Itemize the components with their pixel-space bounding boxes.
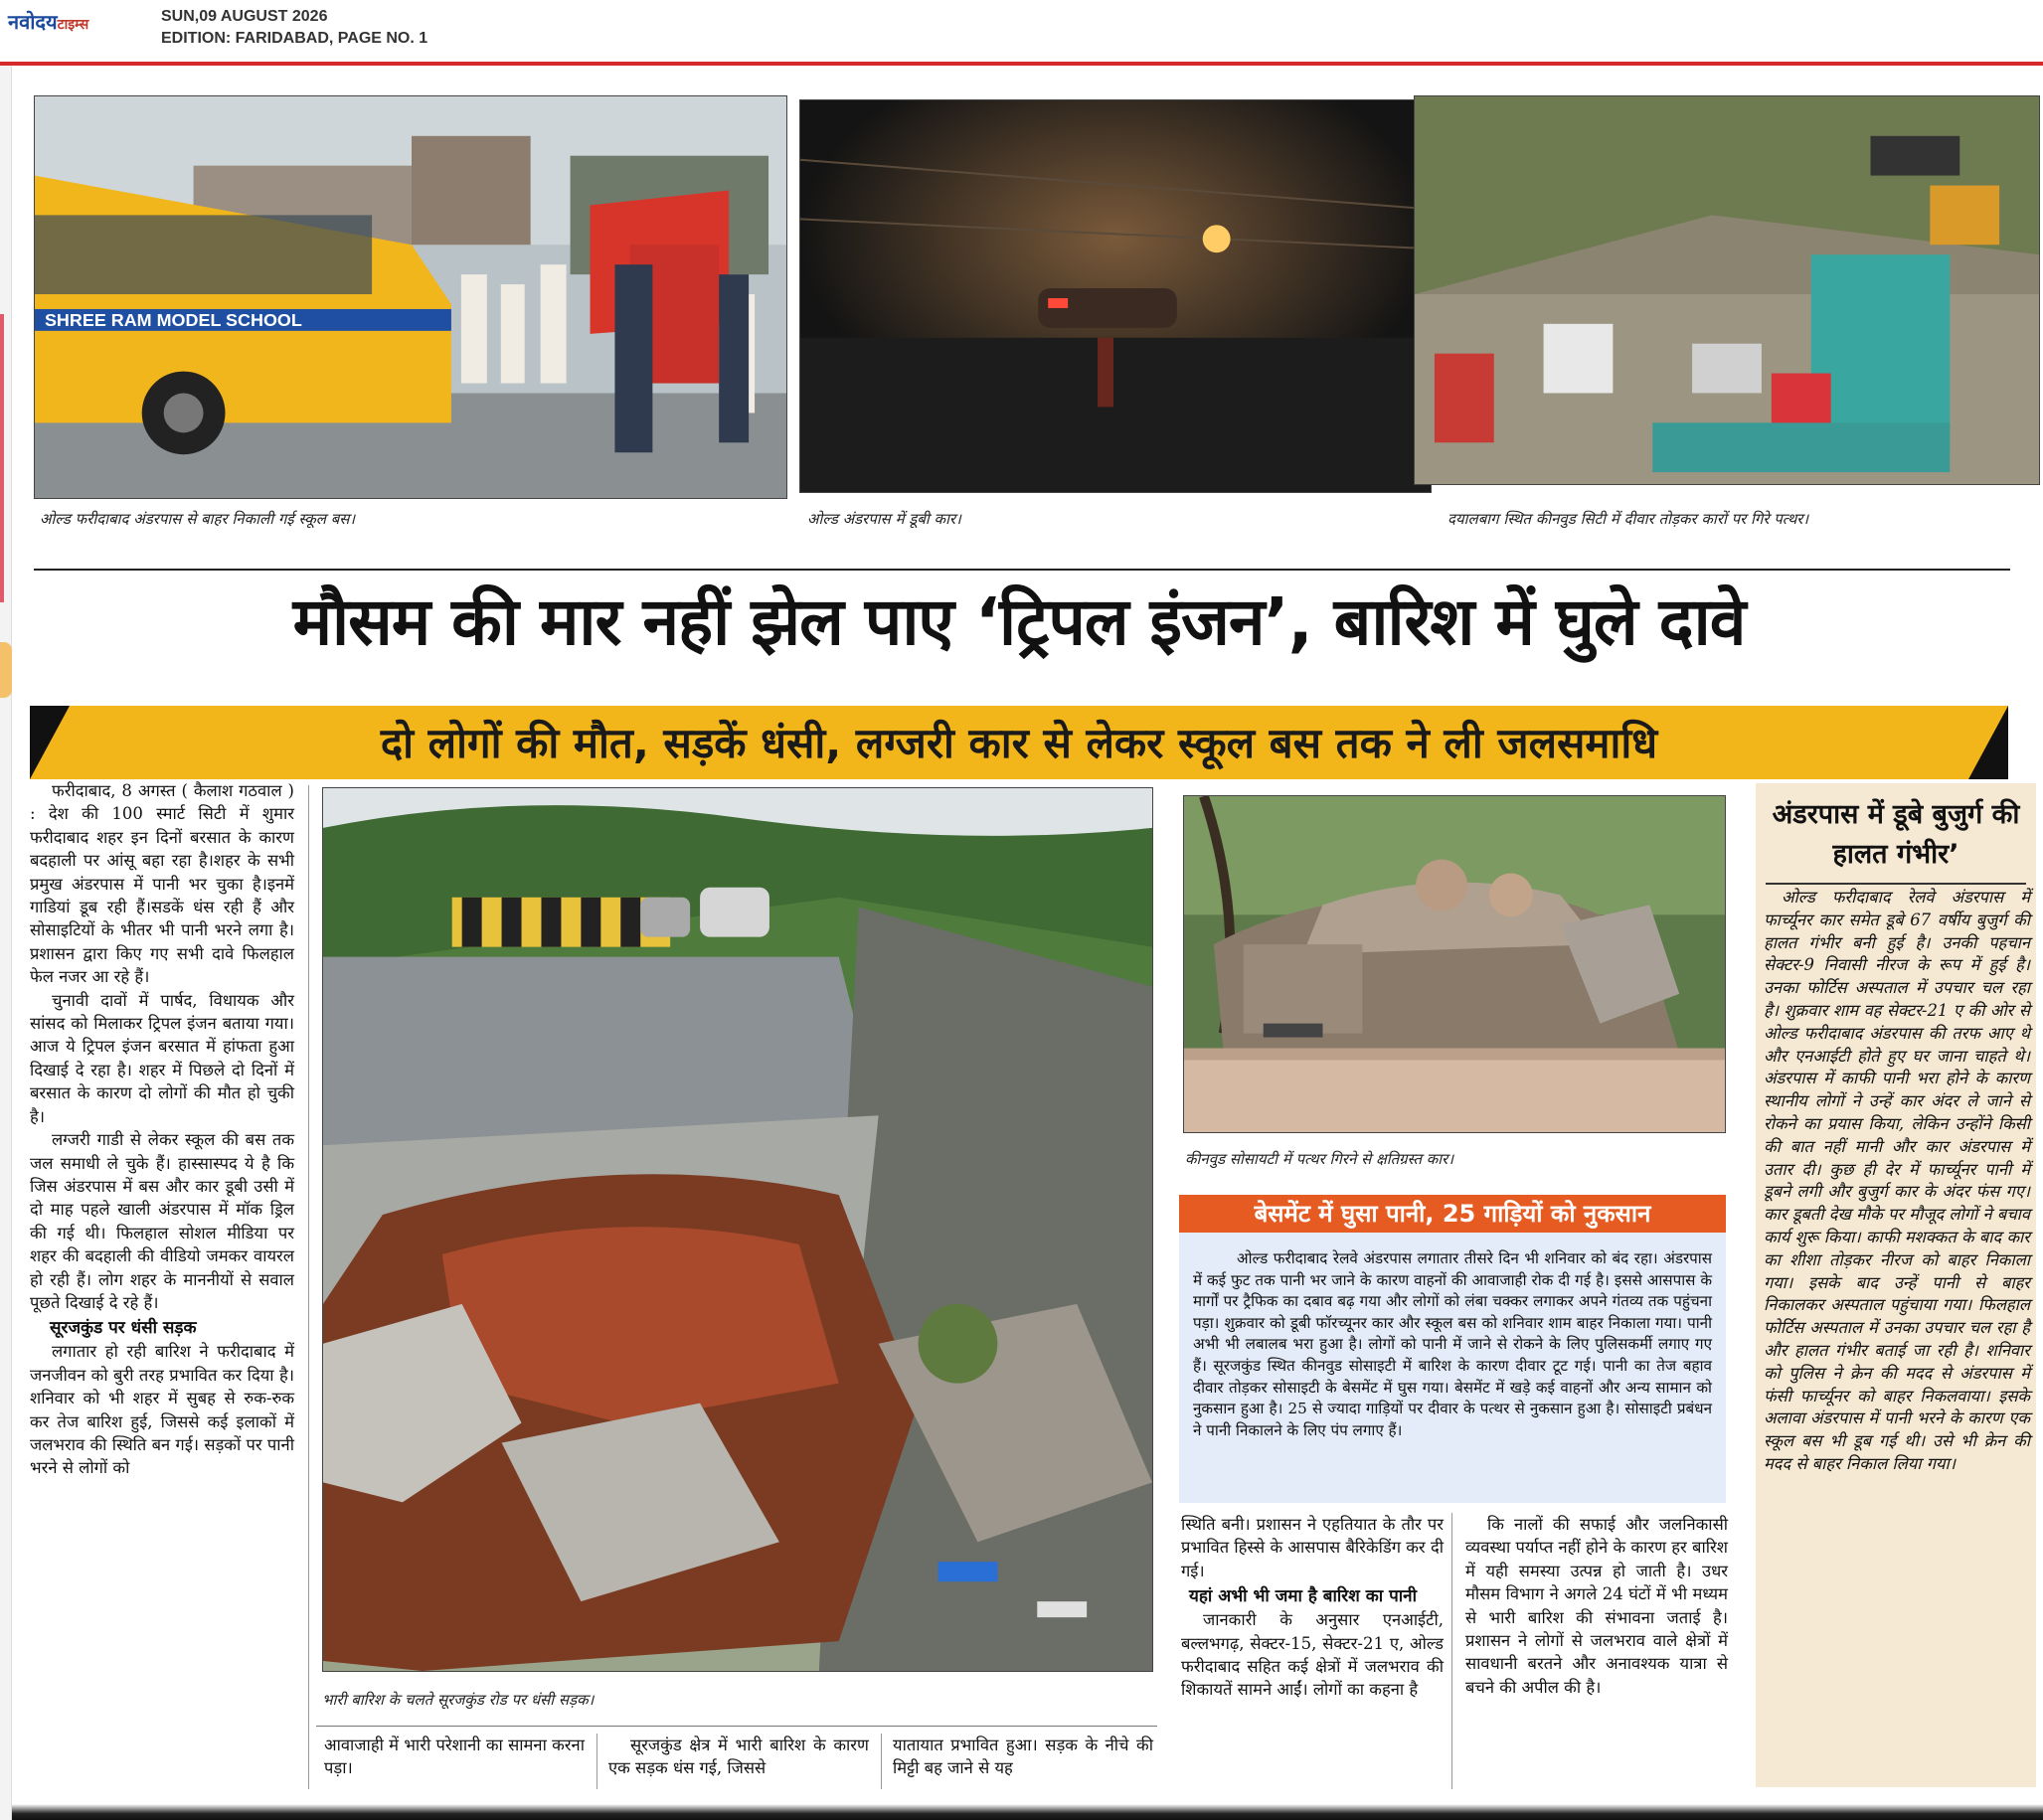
article-para-1: फरीदाबाद, 8 अगस्त ( कैलाश गठवाल ) : देश की 100 स्मार्ट सिटी में शुमार फरीदाबाद शहर इन दिनों बरसात के कारण बदहाली पर आंसू बहा रहा है।शहर के सभी प्रमुख अंडरपास में पानी भर चुका है।इनमें गाडियां डूब रही हैं।सडकें धंस रही हैं और सोसाइटियों के भीतर भी पानी भरने लगा है। प्रशासन द्वारा किए गए सभी दावे फिलहाल फेल नजर आ रहे हैं।	[30, 781, 294, 987]
basement-box-body	[1179, 1233, 1726, 1503]
sidebar-rule	[1766, 883, 2026, 885]
epaper-topbar	[0, 0, 2043, 64]
column-divider	[881, 1734, 882, 1789]
article-para-10: कि नालों की सफाई और जलनिकासी व्यवस्था पर्याप्त नहीं होने के कारण हर बारिश में यही समस्या उत्पन्न हो जाती है। उधर मौसम विभाग ने अगले 24 घंटों में भी मध्यम से भारी बारिश की संभावना जताई है। प्रशासन ने लोगों से जलभराव वाले क्षेत्रों में सावधानी बरतने और अनावश्यक यात्रा से बचने की अपील की है।	[1465, 1515, 1728, 1697]
dayalbagh-caption: दयालबाग स्थित कीनवुड सिटी में दीवार तोड़कर कारों पर गिरे पत्थर।	[1447, 510, 1809, 528]
bus-text: SHREE RAM MODEL SCHOOL	[44, 309, 302, 330]
article-para-3: लग्जरी गाडी से लेकर स्कूल की बस तक जल समाधी ले चुके हैं। हास्सास्पद ये है कि जिस अंडरपास में बस और कार डूबी उसी में दो माह पहले खाली अंडरपास में मॉक ड्रिल की गई थी। फिलहाल सोशल मीडिया पर शहर की बदहाली की वीडियो जमकर वायरल हो रही हैं। लोग शहर के माननीयों से सवाल पूछते दिखाई दे रहे हैं।	[30, 1130, 294, 1312]
underpass-car-caption: ओल्ड अंडरपास में डूबी कार।	[807, 510, 961, 528]
article-para-7: यातायात प्रभावित हुआ। सड़क के नीचे की मिट्टी बह जाने से यह	[893, 1736, 1153, 1778]
school-bus-caption: ओल्ड फरीदाबाद अंडरपास से बाहर निकाली गई स्कूल बस।	[40, 510, 356, 528]
article-para-5: आवाजाही में भारी परेशानी का सामना करना पड़ा।	[324, 1736, 585, 1778]
article-para-2: चुनावी दावों में पार्षद, विधायक और सांसद को मिलाकर ट्रिपल इंजन बताया गया। आज ये ट्रिपल इंजन बरसात में हांफता हुआ दिखाई दे रहा है। शहर में पिछले दो दिनों में बरसात के कारण दो लोगों की मौत हो चुकी है।	[30, 990, 294, 1126]
elderly-man-sidebar	[1756, 783, 2036, 1787]
dayalbagh-photo	[1414, 95, 2040, 485]
keenwood-car-caption: कीनवुड सोसायटी में पत्थर गिरने से क्षतिग्रस्त कार।	[1185, 1150, 1454, 1168]
subheading-surajkund: सूरजकुंड पर धंसी सड़क	[50, 1318, 197, 1339]
sub-headline: दो लोगों की मौत, सड़कें धंसी, लग्जरी कार से लेकर स्कूल बस तक ने ली जलसमाधि	[380, 719, 1658, 767]
edition-info	[161, 6, 427, 50]
photo-bottom-rule	[316, 1726, 1157, 1727]
subheadline-band	[30, 706, 2008, 779]
underpass-car-photo	[799, 99, 1432, 493]
article-column-1	[30, 779, 294, 1480]
article-column-5	[1181, 1513, 1444, 1702]
column-divider	[1451, 1513, 1452, 1789]
sidebar-body	[1764, 887, 2030, 1476]
edition-date: SUN,09 AUGUST 2026	[161, 8, 328, 25]
headline-top-rule	[34, 569, 2010, 571]
article-column-2	[324, 1734, 585, 1780]
basement-box-text: ओल्ड फरीदाबाद रेलवे अंडरपास लगातार तीसरे दिन भी शनिवार को बंद रहा। अंडरपास में कई फुट तक पानी भर जाने के कारण वाहनों की आवाजाही रोक दी गई है। इससे आसपास के मार्गों पर ट्रैफिक का दबाव बढ़ गया और लोगों को लंबा चक्कर लगाकर अपने गंतव्य तक पहुंचना पड़ा। शुक्रवार को डूबी फॉरच्यूनर कार और स्कूल बस को शनिवार शाम बाहर निकाला गया। पानी अभी भी लबालब भरा हुआ है। लोगों को पानी में जाने से रोकने के लिए पुलिसकर्मी लगाए गए हैं। सूरजकुंड स्थित कीनवुड सोसाइटी में बारिश के कारण दीवार टूट गई। पानी का तेज बहाव दीवार तोड़कर सोसाइटी के बेसमेंट में घुस गया। बेसमेंट में खड़े कई वाहनों और अन्य सामान को नुकसान हुआ है। 25 से ज्यादा गाड़ियों पर दीवार के पत्थर से नुकसान हुआ है। सोसाइटी प्रबंधन ने पानी निकालने के लिए पंप लगाए हैं।	[1193, 1249, 1712, 1439]
page-nav-tab[interactable]	[0, 642, 12, 698]
article-column-3	[608, 1734, 869, 1780]
subheading-waterlogging: यहां अभी भी जमा है बारिश का पानी	[1189, 1586, 1418, 1607]
left-scroll-strip[interactable]	[0, 66, 12, 1820]
column-divider	[308, 785, 309, 1789]
newspaper-logo[interactable]: नवोदयटाइम्स	[8, 10, 89, 34]
school-bus-photo	[34, 95, 787, 499]
sidebar-title: अंडरपास में डूबे बुजुर्ग की हालत गंभीर’	[1772, 799, 2020, 870]
article-column-4	[893, 1734, 1153, 1780]
road-collapse-caption: भारी बारिश के चलते सूरजकुंड रोड पर धंसी सड़क।	[322, 1691, 595, 1709]
article-para-9: जानकारी के अनुसार एनआईटी, बल्लभगढ़, सेक्टर-15, सेक्टर-21 ए, ओल्ड फरीदाबाद सहित कई क्षेत्रों में जलभराव की शिकायतें सामने आईं। लोगों का कहना है	[1181, 1610, 1444, 1700]
edition-page: EDITION: FARIDABAD, PAGE NO. 1	[161, 30, 428, 47]
road-collapse-photo	[322, 787, 1153, 1672]
article-para-8: स्थिति बनी। प्रशासन ने एहतियात के तौर पर प्रभावित हिस्से के आसपास बैरिकेडिंग कर दी गई।	[1181, 1515, 1444, 1580]
article-column-6	[1465, 1513, 1728, 1699]
keenwood-car-photo	[1183, 795, 1726, 1133]
column-divider	[596, 1734, 597, 1789]
page-marker	[0, 314, 4, 602]
masthead-rule	[0, 62, 2043, 66]
sidebar-text: ओल्ड फरीदाबाद रेलवे अंडरपास में फार्च्यूनर कार समेत डूबे 67 वर्षीय बुजुर्ग की हालत गंभीर बनी हुई है। उनकी पहचान सेक्टर-9 निवासी नीरज के रूप में हुई है। उनका फोर्टिस अस्पताल में उपचार चल रहा है। शुक्रवार शाम वह सेक्टर-21 ए की ओर से ओल्ड फरीदाबाद अंडरपास की तरफ आए थे और एनआईटी होते हुए घर जाना चाहते थे। अंडरपास में काफी पानी भरा होने के कारण स्थानीय लोगों ने उन्हें कार अंदर ले जाने से रोकने का प्रयास किया, लेकिन उन्होंने किसी की बात नहीं मानी और कार अंडरपास में उतार दी। कुछ ही देर में फार्च्यूनर पानी में डूबने लगी और बुजुर्ग कार के अंदर फंस गए। कार डूबती देख मौके पर मौजूद लोगों ने बचाव कार्य शुरू किया। काफी मशक्कत के बाद कार का शीशा तोड़कर नीरज को बाहर निकाला गया। इसके बाद उन्हें पानी से बाहर निकालकर अस्पताल पहुंचाया गया। फिलहाल फोर्टिस अस्पताल में उनका उपचार चल रहा है और हालत गंभीर बताई जा रही है। शनिवार को पुलिस ने क्रेन की मदद से अंडरपास में फंसी फार्च्यूनर को बाहर निकलवाया। इसके अलावा अंडरपास में पानी भरने के कारण एक स्कूल बस भी डूब गई थी। उसे भी क्रेन की मदद से बाहर निकाल लिया गया।	[1764, 888, 2030, 1473]
basement-box-title: बेसमेंट में घुसा पानी, 25 गाड़ियों को नुकसान	[1179, 1195, 1726, 1233]
main-headline: मौसम की मार नहीं झेल पाए ‘ट्रिपल इंजन’, बारिश में घुले दावे	[292, 583, 1746, 660]
article-para-6: सूरजकुंड क्षेत्र में भारी बारिश के कारण एक सड़क धंस गई, जिससे	[608, 1736, 869, 1778]
next-headline-cutoff	[12, 1804, 2043, 1820]
article-para-4: लगातार हो रही बारिश ने फरीदाबाद में जनजीवन को बुरी तरह प्रभावित कर दिया है। शनिवार को भी शहर में सुबह से रुक-रुक कर तेज बारिश हुई, जिससे कई इलाकों में जलभराव की स्थिति बन गई। सड़कों पर पानी भरने से लोगों को	[30, 1342, 294, 1478]
